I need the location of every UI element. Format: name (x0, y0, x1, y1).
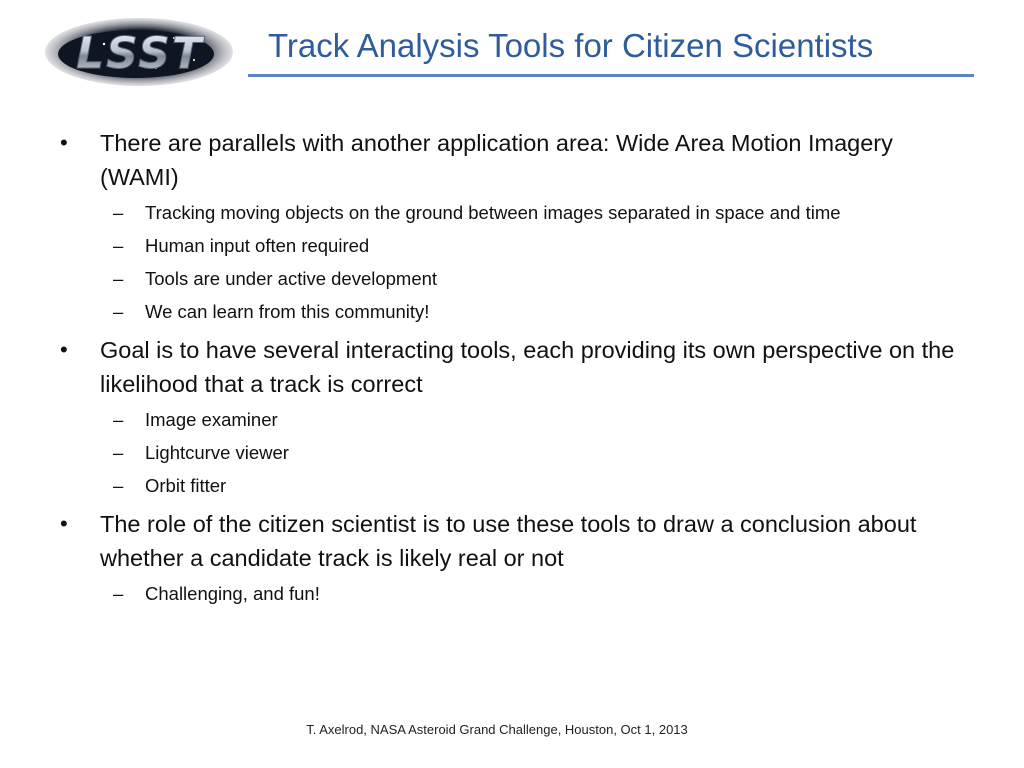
sub-bullet-list (58, 577, 958, 610)
bullet-group-wami (58, 126, 958, 328)
sub-bullet-text: Tools are under active development (145, 268, 438, 289)
sub-bullet-item (58, 196, 958, 229)
sub-bullet-item (58, 229, 958, 262)
bullet-marker: • (60, 130, 68, 155)
dash-marker: – (113, 268, 124, 289)
bullet-item (58, 126, 958, 194)
dash-marker: – (113, 235, 124, 256)
dash-marker: – (113, 202, 124, 223)
dash-marker: – (113, 409, 124, 430)
sub-bullet-item (58, 403, 958, 436)
sub-bullet-item (58, 577, 958, 610)
slide-title: Track Analysis Tools for Citizen Scientists (268, 27, 874, 64)
sub-bullet-item (58, 295, 958, 328)
sub-bullet-item (58, 262, 958, 295)
dash-marker: – (113, 442, 124, 463)
sub-bullet-text: Challenging, and fun! (145, 583, 320, 604)
svg-text:LSST: LSST (76, 28, 204, 79)
sub-bullet-text: Human input often required (145, 235, 370, 256)
sub-bullet-item (58, 469, 958, 502)
bullet-marker: • (60, 337, 68, 362)
sub-bullet-text: We can learn from this community! (145, 301, 430, 322)
slide-footer: T. Axelrod, NASA Asteroid Grand Challenge, Houston, Oct 1, 2013 (306, 722, 688, 737)
sub-bullet-list (58, 403, 958, 502)
bullet-group-goal (58, 333, 958, 502)
sub-bullet-text: Tracking moving objects on the ground between images separated in space and time (145, 202, 841, 223)
bullet-group-role (58, 507, 958, 610)
bullet-marker: • (60, 511, 68, 536)
lsst-logo-icon (44, 14, 234, 88)
bullet-item (58, 333, 958, 401)
sub-bullet-list (58, 196, 958, 328)
dash-marker: – (113, 583, 124, 604)
sub-bullet-text: Orbit fitter (145, 475, 227, 496)
bullet-text: Goal is to have several interacting tools, each providing its own perspective on the likelihood that a track is correct (100, 337, 955, 397)
sub-bullet-text: Lightcurve viewer (145, 442, 289, 463)
bullet-text: There are parallels with another application area: Wide Area Motion Imagery (WAMI) (100, 130, 893, 190)
dash-marker: – (113, 301, 124, 322)
bullet-list (58, 126, 958, 610)
sub-bullet-text: Image examiner (145, 409, 278, 430)
dash-marker: – (113, 475, 124, 496)
bullet-item (58, 507, 958, 575)
title-divider (248, 74, 974, 77)
sub-bullet-item (58, 436, 958, 469)
bullet-text: The role of the citizen scientist is to use these tools to draw a conclusion about whether a candidate track is likely real or not (100, 511, 917, 571)
